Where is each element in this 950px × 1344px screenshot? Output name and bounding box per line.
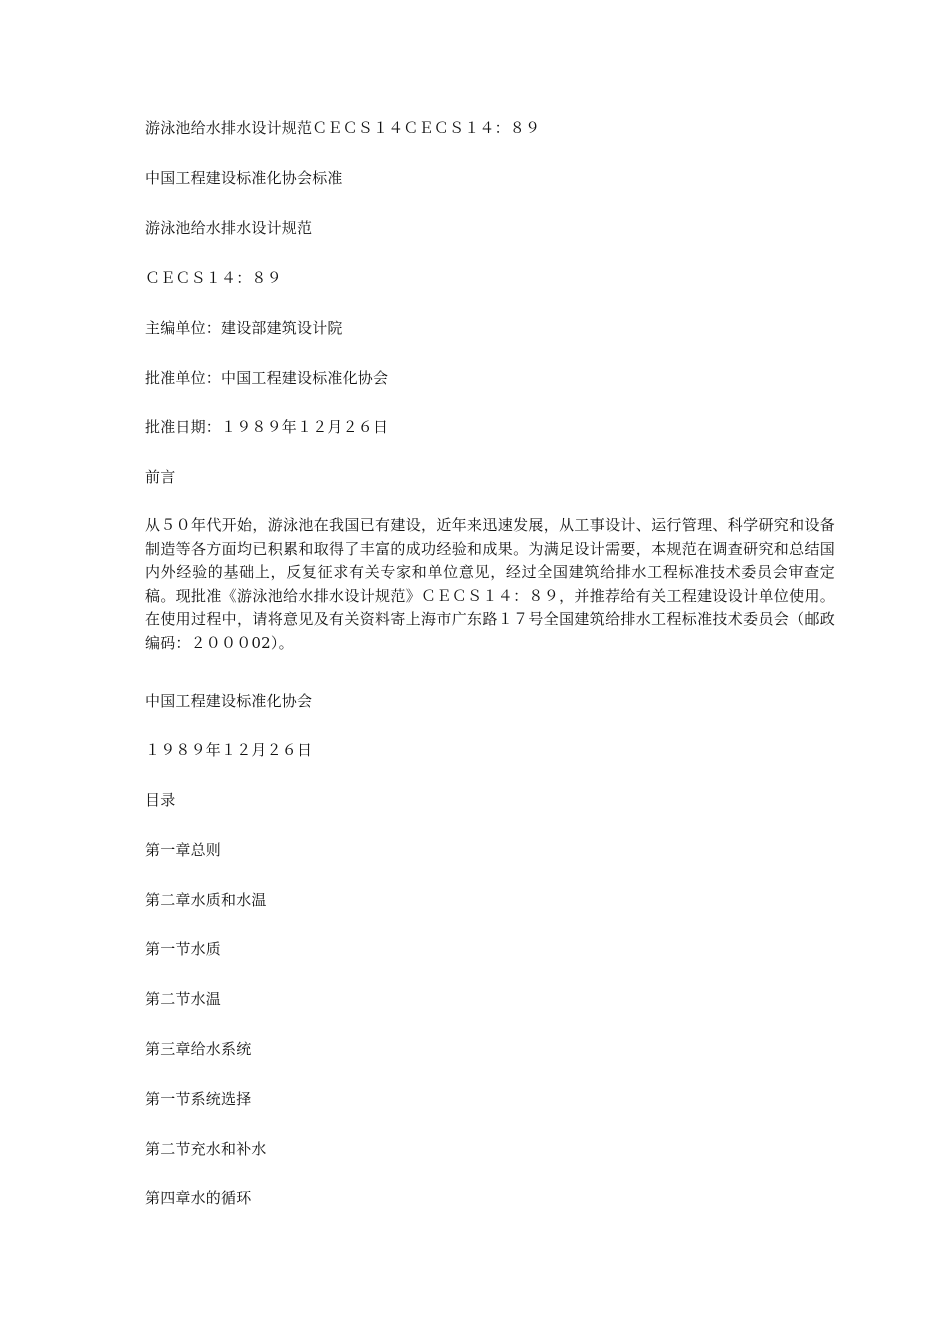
toc-heading: 目录 bbox=[145, 791, 176, 809]
toc-item: 第三章给水系统 bbox=[145, 1040, 252, 1058]
toc-item: 第二节水温 bbox=[145, 990, 222, 1008]
spec-code: ＣＥＣＳ１４：８９ bbox=[145, 269, 282, 287]
toc-item: 第四章水的循环 bbox=[145, 1189, 252, 1207]
document-title-line: 游泳池给水排水设计规范ＣＥＣＳ１４ＣＥＣＳ１４：８９ bbox=[145, 119, 541, 137]
toc-item: 第二章水质和水温 bbox=[145, 891, 267, 909]
toc-item: 第一节系统选择 bbox=[145, 1090, 252, 1108]
spec-name: 游泳池给水排水设计规范 bbox=[145, 219, 313, 237]
org-standard-label: 中国工程建设标准化协会标准 bbox=[145, 169, 343, 187]
toc-item: 第二节充水和补水 bbox=[145, 1140, 267, 1158]
preface-body: 从５０年代开始，游泳池在我国已有建设，近年来迅速发展，从工事设计、运行管理、科学研究和设备制造等各方面均已积累和取得了丰富的成功经验和成果。为满足设计需要，本规范在调查研究和总结国内外经验的基础上，反复征求有关专家和单位意见，经过全国建筑给排水工程标准技术委员会审查定稿。现批准《游泳池给水排水设计规范》ＣＥＣＳ１４：８９，并推荐给有关工程建设设计单位使用。在使用过程中，请将意见及有关资料寄上海市广东路１７号全国建筑给排水工程标准技术委员会（邮政编码：２０００02）。 bbox=[145, 516, 835, 652]
approval-unit: 批准单位：中国工程建设标准化协会 bbox=[145, 369, 389, 387]
approval-date: 批准日期：１９８９年１２月２６日 bbox=[145, 418, 389, 436]
editor-unit: 主编单位：建设部建筑设计院 bbox=[145, 319, 343, 337]
signature-org: 中国工程建设标准化协会 bbox=[145, 692, 313, 710]
preface-heading: 前言 bbox=[145, 468, 176, 486]
signature-date: １９８９年１２月２６日 bbox=[145, 741, 313, 759]
toc-item: 第一节水质 bbox=[145, 940, 222, 958]
toc-item: 第一章总则 bbox=[145, 841, 222, 859]
